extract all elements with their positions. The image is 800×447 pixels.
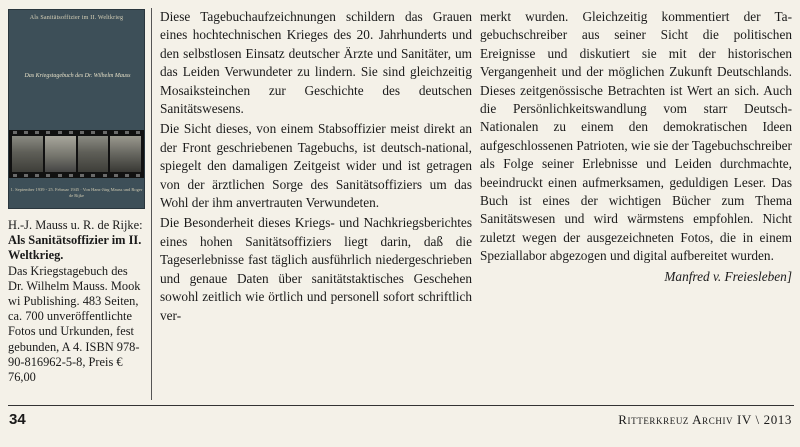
caption-authors: H.-J. Mauss u. R. de Rijke:: [8, 218, 143, 232]
paragraph: merkt wurden. Gleichzeitig kommentiert der Tagebuchschreiber aus seiner Sicht die politischen Ereignisse und diskutiert sie mit der historischen Vergangenheit und der möglichen Zukunft Deutschlands. Dieses zeitgenössische Betrachten ist Wert an sich. Auch die Persönlichkeitswandlung vom starr Deutsch-Nationalen zu einem den demokratischen Ideen aufgeschlossenen Patrioten, wie sie der Tagebuchschreiber als Folge seiner Erlebnisse und Leiden durchmachte, beeindruckt einen aufmerksamen, geduldigen Leser. Das Buch ist eines der wichtigen Bücher zum Thema Sanitätswesen und wird wärmstens empfohlen. Nicht zuletzt wegen der ausgezeichneten Fotos, die in einem Speziallabor abgezogen und digital aufbereitet wurden.: [480, 9, 792, 264]
film-frame: [78, 136, 109, 172]
cover-subtitle: 1. September 1939 - 25. Februar 1945 · Von Hans-Jürg Mauss und Roger de Rijke: [10, 187, 143, 198]
cover-top-title: Als Sanitätsoffizier im II. Weltkrieg: [29, 15, 124, 21]
film-frame: [45, 136, 76, 172]
caption-book-details: Das Kriegstagebuch des Dr. Wilhelm Mauss. Mook wi Publishing. 483 Seiten, ca. 700 unveröffentlichte Fotos und Urkunden, fest gebunden, A 4. ISBN 978-90-816962-5-8, Preis € 76,00: [8, 263, 141, 385]
cover-filmstrip: [9, 130, 144, 178]
paragraph: Die Sicht dieses, von einem Stabsoffizier meist direkt an der Front geschriebenen Tagebuchs, ist deutsch-national, spiegelt den damaligen Zeitgeist wider und ist getragen von der ärztlichen Sorge des Sanitätsoffiziers um das Wohl der ihm anvertrauten Verwundeten.: [160, 121, 472, 211]
film-frames: [12, 136, 141, 172]
cover-main-title: Das Kriegstagebuch des Dr. Wilhelm Mauss: [24, 73, 131, 79]
caption-book-title: Als Sanitätsoffizier im II. Weltkrieg.: [8, 233, 142, 263]
paragraph: Diese Tagebuchaufzeichnungen schildern das Grauen eines hochtechnischen Krieges des 20. Jahrhunderts und den selbstlosen Einsatz deutscher Ärzte und Sanitäter, um das Leiden Verwundeter zu lindern. Sie sind gleichzeitig Mosaiksteinchen zur Geschichte des deutschen Sanitätswesens.: [160, 9, 472, 117]
page-number: 34: [9, 411, 26, 428]
text-column-1: [160, 8, 472, 325]
text-column-2: [480, 8, 792, 286]
film-perforation: [9, 130, 144, 135]
running-footer-title: Ritterkreuz Archiv IV \ 2013: [618, 412, 792, 427]
film-frame: [12, 136, 43, 172]
footer-rule: [8, 405, 794, 406]
column-divider: [151, 8, 152, 400]
reviewer-signature: Manfred v. Freiesleben]: [664, 268, 792, 284]
paragraph: Die Besonderheit dieses Kriegs- und Nachkriegsberichtes eines hohen Sanitätsoffiziers liegt darin, daß die Tageserlebnisse fast täglich ausführlich niedergeschrieben und genaue Daten über sanitätstaktisches Geschehen sowohl zeitlich wie örtlich und personell sofort schriftlich ver-: [160, 215, 472, 323]
book-cover-image: [8, 9, 145, 209]
film-perforation: [9, 173, 144, 178]
book-caption: [8, 218, 146, 385]
film-frame: [110, 136, 141, 172]
